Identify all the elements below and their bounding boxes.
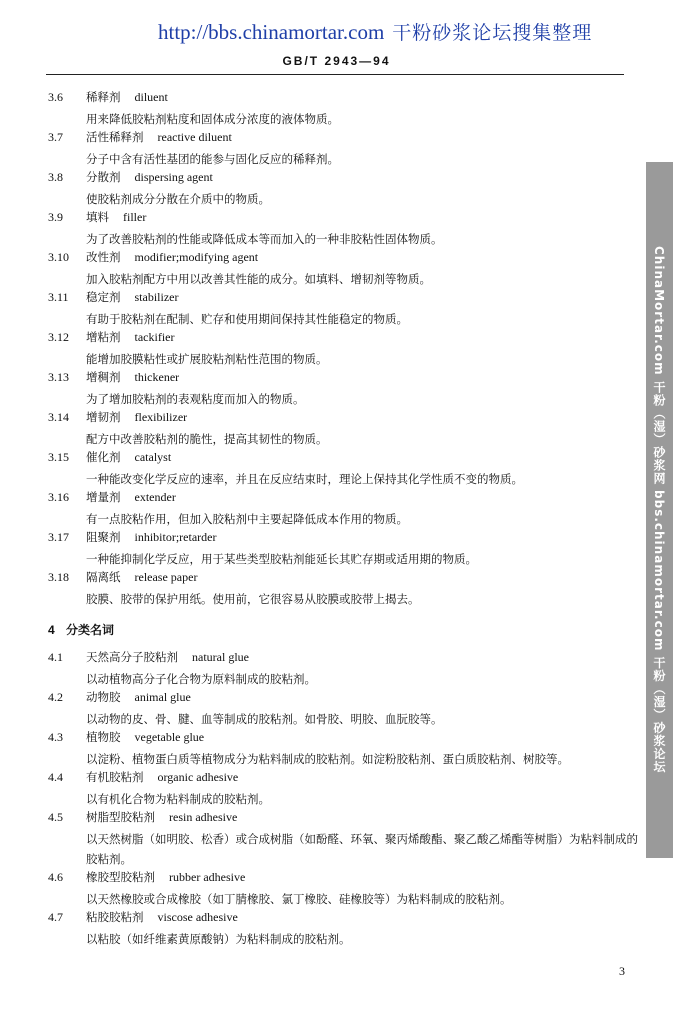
term-definition: 胶膜、胶带的保护用纸。使用前，它很容易从胶膜或胶带上揭去。 <box>86 592 420 606</box>
side-watermark-bar <box>646 162 673 858</box>
term-entry <box>48 689 638 729</box>
term-line <box>48 249 638 269</box>
term-entry <box>48 909 638 949</box>
term-chinese: 增稠剂 <box>86 370 121 384</box>
standard-number: GB/T 2943—94 <box>282 54 391 68</box>
term-line <box>48 909 638 929</box>
term-line <box>48 129 638 149</box>
term-entry <box>48 649 638 689</box>
term-english: flexibilizer <box>134 410 188 424</box>
term-chinese: 橡胶型胶粘剂 <box>86 870 155 884</box>
term-number: 4.4 <box>48 770 63 784</box>
term-line <box>48 869 638 889</box>
term-entry <box>48 869 638 909</box>
term-chinese: 催化剂 <box>86 450 121 464</box>
section-number: 4 <box>48 623 55 637</box>
term-chinese: 阻聚剂 <box>86 530 121 544</box>
term-entry <box>48 369 638 409</box>
term-entry <box>48 249 638 289</box>
term-line <box>48 569 638 589</box>
term-line <box>48 209 638 229</box>
term-definition: 加入胶粘剂配方中用以改善其性能的成分。如填料、增韧剂等物质。 <box>86 272 431 286</box>
term-chinese: 植物胶 <box>86 730 121 744</box>
term-english: animal glue <box>134 690 191 704</box>
term-number: 3.14 <box>48 410 69 424</box>
term-number: 3.16 <box>48 490 69 504</box>
term-entry <box>48 89 638 129</box>
term-line <box>48 449 638 469</box>
term-chinese: 树脂型胶粘剂 <box>86 810 155 824</box>
term-english: extender <box>134 490 176 504</box>
section-title: 分类名词 <box>66 623 115 637</box>
term-number: 4.5 <box>48 810 63 824</box>
term-line <box>48 489 638 509</box>
term-chinese: 活性稀释剂 <box>86 130 144 144</box>
term-chinese: 稳定剂 <box>86 290 121 304</box>
header-rule <box>46 74 624 75</box>
term-chinese: 填料 <box>86 210 109 224</box>
term-definition: 以有机化合物为粘料制成的胶粘剂。 <box>86 792 270 806</box>
document-body <box>48 89 638 949</box>
term-definition: 分子中含有活性基团的能参与固化反应的稀释剂。 <box>86 152 339 166</box>
term-definition: 使胶粘剂成分分散在介质中的物质。 <box>86 192 270 206</box>
term-line <box>48 649 638 669</box>
term-number: 3.18 <box>48 570 69 584</box>
term-number: 4.7 <box>48 910 63 924</box>
term-definition: 一种能改变化学反应的速率，并且在反应结束时，理论上保持其化学性质不变的物质。 <box>86 472 523 486</box>
term-definition: 以淀粉、植物蛋白质等植物成分为粘料制成的胶粘剂。如淀粉胶粘剂、蛋白质胶粘剂、树胶等。 <box>86 752 569 766</box>
term-definition: 为了改善胶粘剂的性能或降低成本等而加入的一种非胶粘性固体物质。 <box>86 232 443 246</box>
term-chinese: 天然高分子胶粘剂 <box>86 650 178 664</box>
term-definition: 以天然橡胶或合成橡胶（如丁腈橡胶、氯丁橡胶、硅橡胶等）为粘料制成的胶粘剂。 <box>86 892 512 906</box>
term-line <box>48 289 638 309</box>
term-english: organic adhesive <box>157 770 239 784</box>
term-entry <box>48 329 638 369</box>
term-english: diluent <box>134 90 168 104</box>
terms-list-section3 <box>48 89 638 609</box>
term-definition: 为了增加胶粘剂的表观粘度而加入的物质。 <box>86 392 305 406</box>
term-english: resin adhesive <box>169 810 238 824</box>
term-chinese: 分散剂 <box>86 170 121 184</box>
term-line <box>48 729 638 749</box>
term-english: release paper <box>134 570 198 584</box>
term-number: 3.12 <box>48 330 69 344</box>
term-chinese: 增粘剂 <box>86 330 121 344</box>
term-definition: 配方中改善胶粘剂的脆性，提高其韧性的物质。 <box>86 432 328 446</box>
term-entry <box>48 569 638 609</box>
term-number: 3.10 <box>48 250 69 264</box>
term-line <box>48 689 638 709</box>
term-line <box>48 769 638 789</box>
term-definition: 以粘胶（如纤维素黄原酸钠）为粘料制成的胶粘剂。 <box>86 932 351 946</box>
term-entry <box>48 209 638 249</box>
term-english: viscose adhesive <box>157 910 238 924</box>
term-definition: 用来降低胶粘剂粘度和固体成分浓度的液体物质。 <box>86 112 339 126</box>
banner-chinese-title: 干粉砂浆论坛搜集整理 <box>392 22 593 44</box>
term-entry <box>48 809 638 869</box>
term-english: vegetable glue <box>134 730 205 744</box>
term-english: catalyst <box>134 450 172 464</box>
term-chinese: 稀释剂 <box>86 90 121 104</box>
term-chinese: 动物胶 <box>86 690 121 704</box>
term-definition: 以动植物高分子化合物为原料制成的胶粘剂。 <box>86 672 316 686</box>
term-number: 3.13 <box>48 370 69 384</box>
term-line <box>48 529 638 549</box>
term-number: 3.9 <box>48 210 63 224</box>
term-chinese: 隔离纸 <box>86 570 121 584</box>
term-chinese: 粘胶胶粘剂 <box>86 910 144 924</box>
term-line <box>48 369 638 389</box>
term-english: natural glue <box>192 650 249 664</box>
term-number: 4.2 <box>48 690 63 704</box>
term-entry <box>48 449 638 489</box>
term-english: modifier;modifying agent <box>134 250 259 264</box>
term-entry <box>48 409 638 449</box>
term-definition: 一种能抑制化学反应，用于某些类型胶粘剂能延长其贮存期或适用期的物质。 <box>86 552 477 566</box>
term-english: rubber adhesive <box>169 870 246 884</box>
term-number: 3.8 <box>48 170 63 184</box>
term-english: filler <box>123 210 147 224</box>
site-banner <box>158 18 668 45</box>
term-entry <box>48 129 638 169</box>
term-number: 3.7 <box>48 130 63 144</box>
term-english: thickener <box>134 370 180 384</box>
term-number: 4.1 <box>48 650 63 664</box>
section-heading <box>48 621 638 641</box>
term-number: 3.17 <box>48 530 69 544</box>
term-english: stabilizer <box>134 290 179 304</box>
page-number: 3 <box>619 964 625 978</box>
term-english: reactive diluent <box>157 130 232 144</box>
term-english: tackifier <box>134 330 175 344</box>
term-entry <box>48 529 638 569</box>
term-chinese: 有机胶粘剂 <box>86 770 144 784</box>
term-entry <box>48 729 638 769</box>
term-line <box>48 169 638 189</box>
term-chinese: 改性剂 <box>86 250 121 264</box>
term-definition: 以动物的皮、骨、腱、血等制成的胶粘剂。如骨胶、明胶、血朊胶等。 <box>86 712 443 726</box>
term-definition: 有一点胶粘作用，但加入胶粘剂中主要起降低成本作用的物质。 <box>86 512 408 526</box>
term-line <box>48 409 638 429</box>
term-number: 4.3 <box>48 730 63 744</box>
term-line <box>48 809 638 829</box>
side-watermark-text: ChinaMortar.com 干粉（湿）砂浆网 bbs.chinamortar.com 干粉（湿）砂浆论坛 <box>652 246 666 774</box>
term-entry <box>48 769 638 809</box>
term-line <box>48 329 638 349</box>
term-chinese: 增量剂 <box>86 490 121 504</box>
term-entry <box>48 169 638 209</box>
term-definition: 能增加胶膜粘性或扩展胶粘剂粘性范围的物质。 <box>86 352 328 366</box>
term-english: inhibitor;retarder <box>134 530 217 544</box>
term-english: dispersing agent <box>134 170 213 184</box>
term-number: 3.11 <box>48 290 69 304</box>
term-entry <box>48 489 638 529</box>
term-definition: 有助于胶粘剂在配制、贮存和使用期间保持其性能稳定的物质。 <box>86 312 408 326</box>
term-definition: 以天然树脂（如明胶、松香）或合成树脂（如酚醛、环氧、聚丙烯酸酯、聚乙酸乙烯酯等树脂）为粘料制成的胶粘剂。 <box>86 832 638 866</box>
term-number: 3.15 <box>48 450 69 464</box>
term-chinese: 增韧剂 <box>86 410 121 424</box>
term-line <box>48 89 638 109</box>
term-number: 4.6 <box>48 870 63 884</box>
banner-url: http://bbs.chinamortar.com <box>158 20 385 44</box>
terms-list-section4 <box>48 649 638 949</box>
term-number: 3.6 <box>48 90 63 104</box>
term-entry <box>48 289 638 329</box>
